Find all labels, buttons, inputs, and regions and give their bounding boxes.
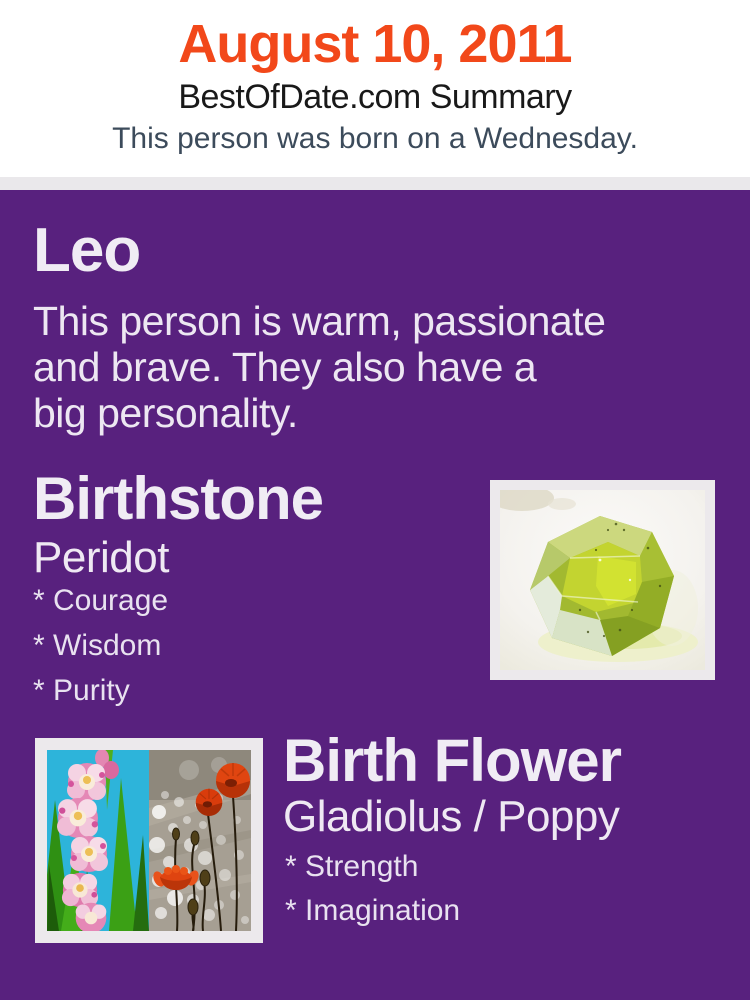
zodiac-description — [33, 298, 605, 436]
gladiolus-poppy-illustration — [47, 750, 251, 931]
birthstone-photo — [490, 480, 715, 680]
poppy-photo-half — [149, 750, 251, 931]
birthstone-heading: Birthstone — [33, 465, 323, 532]
birth-flower-trait: * Imagination — [285, 894, 461, 927]
weekday-note: This person was born on a Wednesday. — [112, 122, 638, 155]
zodiac-description-line: and brave. They also have a — [33, 344, 537, 390]
birthstone-trait: * Courage — [33, 584, 169, 617]
birth-flower-trait: * Strength — [285, 850, 419, 883]
birthstone-trait: * Purity — [33, 674, 130, 707]
birthstone-traits — [33, 578, 168, 713]
birth-flower-photo — [35, 738, 263, 943]
page-title-date: August 10, 2011 — [178, 14, 572, 74]
peridot-gem-illustration — [500, 490, 705, 670]
divider-strip — [0, 177, 750, 190]
birth-flower-name: Gladiolus / Poppy — [283, 792, 620, 841]
birth-flower-heading: Birth Flower — [283, 727, 622, 794]
zodiac-sign-heading: Leo — [33, 216, 141, 285]
birth-flower-traits — [285, 845, 460, 933]
zodiac-description-line: This person is warm, passionate — [33, 298, 606, 344]
gladiolus-photo-half — [47, 750, 149, 931]
header — [0, 0, 750, 177]
birthstone-trait: * Wisdom — [33, 629, 162, 662]
birthstone-name: Peridot — [33, 533, 169, 582]
site-summary-subtitle: BestOfDate.com Summary — [178, 78, 572, 116]
details-panel — [0, 190, 750, 1000]
zodiac-description-line: big personality. — [33, 390, 298, 436]
